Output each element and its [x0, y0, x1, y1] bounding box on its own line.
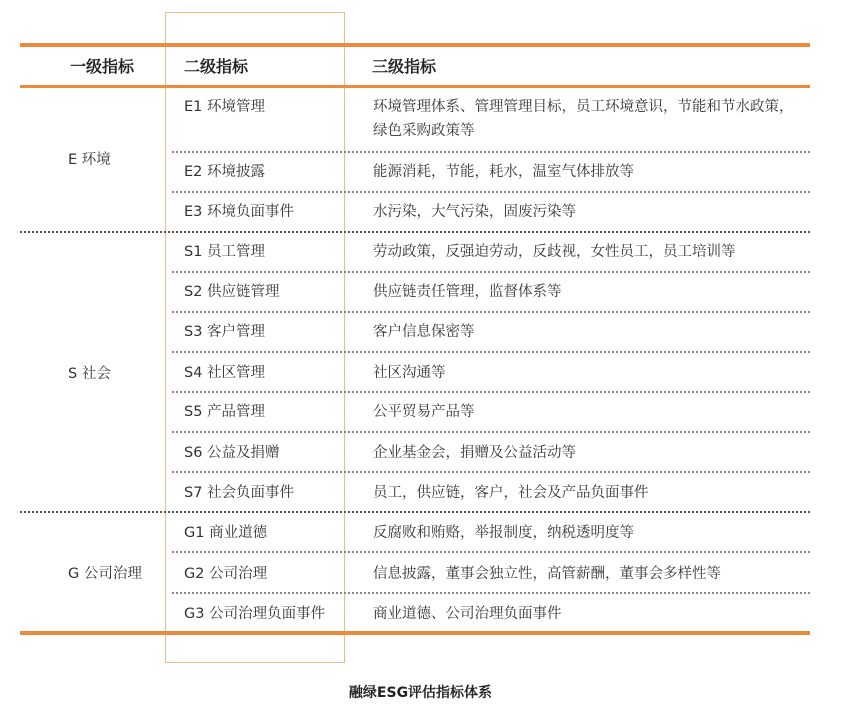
group-separator	[20, 231, 810, 233]
header-level2: 二级指标	[184, 57, 249, 76]
table-cell-level2: E2 环境披露	[184, 164, 265, 180]
row-separator	[172, 431, 810, 433]
header-level3: 三级指标	[372, 57, 437, 76]
table-cell-level3: 商业道德、公司治理负面事件	[373, 606, 562, 622]
table-cell-level2: S2 供应链管理	[184, 284, 280, 300]
table-cell-level2: S4 社区管理	[184, 365, 266, 381]
figure-caption: 融绿ESG评估指标体系	[348, 685, 493, 701]
row-separator	[172, 351, 810, 353]
row-separator	[172, 271, 810, 273]
table-cell-level2: E3 环境负面事件	[184, 204, 294, 220]
table-cell-level3: 环境管理体系、管理管理目标，员工环境意识，节能和节水政策，绿色采购政策等	[373, 99, 794, 139]
table-cell-level3: 供应链责任管理，监督体系等	[373, 284, 562, 300]
table-cell-level3: 信息披露，董事会独立性，高管薪酬，董事会多样性等	[373, 566, 721, 582]
table-top-rule	[20, 43, 810, 47]
table-cell-level3: 反腐败和贿赂，举报制度，纳税透明度等	[373, 525, 634, 541]
table-header-rule	[20, 85, 810, 88]
table-cell-level2: G2 公司治理	[184, 566, 268, 582]
table-cell-level3: 客户信息保密等	[373, 324, 475, 340]
header-level1: 一级指标	[70, 57, 135, 76]
row-separator	[172, 151, 810, 153]
row-separator	[172, 592, 810, 594]
group-label-environment: E 环境	[68, 152, 111, 168]
group-label-governance: G 公司治理	[68, 566, 142, 582]
table-cell-level3: 企业基金会，捐赠及公益活动等	[373, 445, 576, 461]
row-separator	[172, 191, 810, 193]
table-bottom-rule	[20, 631, 810, 635]
group-separator	[20, 511, 810, 513]
table-cell-level3: 能源消耗，节能，耗水，温室气体排放等	[373, 164, 634, 180]
table-cell-level3: 员工，供应链，客户，社会及产品负面事件	[373, 485, 649, 501]
row-separator	[172, 551, 810, 553]
table-cell-level3: 水污染，大气污染，固废污染等	[373, 204, 576, 220]
table-cell-level2: S3 客户管理	[184, 324, 266, 340]
table-cell-level2: S7 社会负面事件	[184, 485, 295, 501]
row-separator	[172, 391, 810, 393]
table-cell-level2: S5 产品管理	[184, 404, 266, 420]
table-cell-level2: E1 环境管理	[184, 99, 265, 115]
table-cell-level2: S1 员工管理	[184, 244, 266, 260]
group-label-social: S 社会	[68, 366, 111, 382]
table-cell-level3: 劳动政策，反强迫劳动，反歧视，女性员工，员工培训等	[373, 244, 736, 260]
table-cell-level3: 公平贸易产品等	[373, 404, 475, 420]
row-separator	[172, 471, 810, 473]
table-cell-level2: S6 公益及捐赠	[184, 445, 280, 461]
table-cell-level2: G3 公司治理负面事件	[184, 606, 326, 622]
table-cell-level2: G1 商业道德	[184, 525, 268, 541]
row-separator	[172, 311, 810, 313]
table-cell-level3: 社区沟通等	[373, 365, 446, 381]
